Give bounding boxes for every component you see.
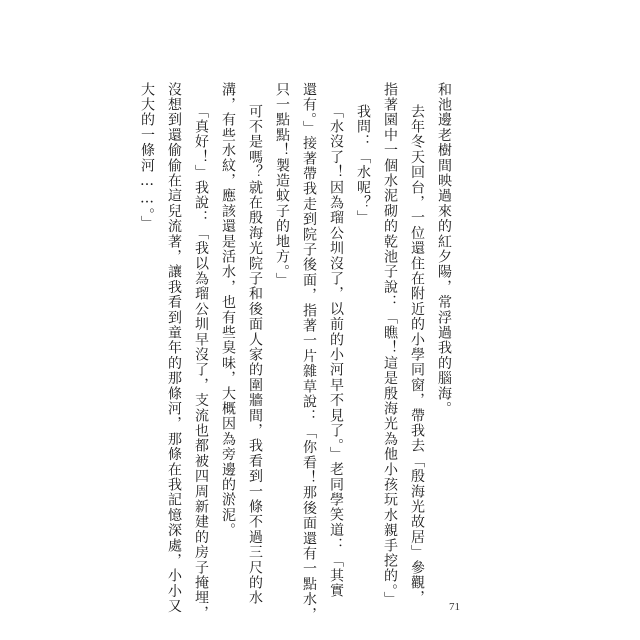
text-column-8: 可不是嗎？就在殷海光院子和後面人家的圍牆間，我看到一條不過三尺的水 (247, 104, 263, 606)
text-column-4: 我問：「水呢？」 (355, 104, 371, 226)
page-number: 71 (449, 601, 460, 613)
text-column-2: 去年冬天回台，一位還住在附近的小學同窗，帶我去「殷海光故居」參觀， (409, 104, 425, 606)
text-column-12: 大大的一條河……。」 (139, 82, 155, 231)
text-column-7: 只一點點！製造蚊子的地方。」 (274, 82, 290, 288)
text-column-10: 「真好！」我說：「我以為瑠公圳早沒了，支流也都被四周新建的房子掩埋， (193, 104, 209, 621)
text-column-11: 沒想到還偷偷在這兒流著，讓我看到童年的那條河，那條在我記憶深處，小小又 (166, 82, 182, 614)
text-column-5: 「水沒了！因為瑠公圳沒了，以前的小河早不見了。」老同學笑道：「其實 (328, 104, 344, 599)
text-column-3: 指著園中一個水泥砌的乾池子說：「瞧！這是殷海光為他小孩玩水親手挖的。」 (382, 82, 398, 607)
text-column-6: 還有。」接著帶我走到院子後面，指著一片雜草說：「你看！那後面還有一點水， (301, 82, 317, 623)
text-column-9: 溝，有些水紋，應該還是活水，也有些臭味，大概因為旁邊的淤泥。 (220, 82, 236, 538)
text-column-1: 和池邊老樹間映過來的紅夕陽，常浮過我的腦海。 (436, 82, 452, 417)
